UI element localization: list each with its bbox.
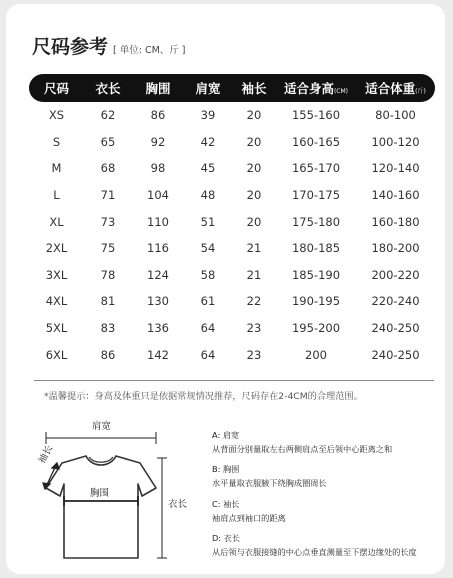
table-cell: 21 (246, 267, 262, 282)
shirt-outline (46, 456, 156, 558)
table-row (29, 102, 435, 129)
table-cell: 185-190 (291, 267, 341, 282)
table-cell: 65 (100, 134, 116, 149)
measurement-item (212, 462, 327, 490)
table-cell: 175-180 (291, 214, 341, 229)
table-cell: 3XL (45, 267, 68, 282)
table-cell: 20 (246, 108, 262, 123)
table-cell: 58 (200, 267, 216, 282)
table-cell: 6XL (45, 347, 68, 362)
table-cell: M (51, 161, 62, 176)
measurement-desc: 从后领与衣服接缝的中心点垂直测量至下摆边缘处的长度 (212, 547, 417, 557)
table-cell: 190-195 (291, 294, 341, 309)
table-cell: 23 (246, 347, 262, 362)
table-cell: L (53, 188, 60, 203)
table-cell: 120-140 (371, 161, 420, 176)
table-cell: 136 (147, 321, 169, 336)
measurement-item (212, 497, 286, 525)
header-weight (356, 74, 435, 102)
table-row (29, 315, 435, 342)
header-length: 衣长 (84, 74, 132, 102)
table-cell: 20 (246, 161, 262, 176)
table-cell: 170-175 (291, 188, 341, 203)
table-row (29, 129, 435, 156)
table-cell: 200 (305, 347, 327, 362)
table-cell: 142 (147, 347, 169, 362)
size-table (29, 74, 435, 368)
table-cell: 75 (100, 241, 116, 256)
table-cell: 165-170 (291, 161, 341, 176)
table-cell: 220-240 (371, 294, 420, 309)
divider (34, 380, 434, 381)
size-note: *温馨提示：身高及体重只是依据常规情况推荐，尺码存在2-4CM的合理范围。 (44, 391, 363, 402)
table-cell: XL (49, 214, 64, 229)
table-cell: 61 (200, 294, 216, 309)
table-cell: 104 (147, 188, 169, 203)
table-cell: 160-180 (371, 214, 420, 229)
header-sleeve: 袖长 (232, 74, 276, 102)
shoulder-measure-line (46, 432, 156, 444)
header-height-unit: (CM) (333, 88, 349, 95)
measurement-title: B: 胸围 (212, 464, 240, 474)
table-cell: 73 (100, 214, 116, 229)
table-cell: 62 (100, 108, 116, 123)
table-cell: 42 (200, 134, 216, 149)
length-label: 衣长 (168, 499, 188, 510)
table-row (29, 262, 435, 289)
table-cell: 22 (246, 294, 262, 309)
table-cell: S (52, 134, 61, 149)
table-cell: 71 (100, 188, 116, 203)
table-cell: 48 (200, 188, 216, 203)
table-cell: 45 (200, 161, 216, 176)
measurement-title: D: 衣长 (212, 533, 241, 543)
table-cell: 195-200 (291, 321, 341, 336)
table-row (29, 288, 435, 315)
table-cell: 4XL (45, 294, 68, 309)
table-cell: 20 (246, 214, 262, 229)
table-cell: 20 (246, 134, 262, 149)
length-measure-line (157, 458, 167, 558)
table-cell: 80-100 (375, 108, 416, 123)
shoulder-label: 肩宽 (92, 421, 112, 432)
size-chart-card (6, 4, 445, 574)
table-cell: 98 (150, 161, 166, 176)
header-shoulder: 肩宽 (184, 74, 232, 102)
table-cell: 78 (100, 267, 116, 282)
table-cell: 200-220 (371, 267, 420, 282)
table-cell: 92 (150, 134, 166, 149)
shirt-diagram (36, 418, 186, 568)
table-header-row (29, 74, 435, 102)
chest-label: 胸围 (90, 488, 110, 499)
shirt-collar (89, 457, 113, 462)
table-cell: 86 (150, 108, 166, 123)
measurement-title: C: 袖长 (212, 499, 240, 509)
unit-label: [ 单位: CM、斤 ] (113, 45, 186, 56)
table-cell: 21 (246, 241, 262, 256)
table-row (29, 341, 435, 368)
sleeve-label: 袖长 (36, 443, 56, 466)
table-row (29, 182, 435, 209)
table-cell: 20 (246, 188, 262, 203)
table-cell: 51 (200, 214, 216, 229)
table-cell: 100-120 (371, 134, 420, 149)
table-body (29, 102, 435, 368)
header-height-label: 适合身高 (283, 81, 334, 96)
table-cell: 240-250 (371, 321, 420, 336)
table-cell: 140-160 (371, 188, 420, 203)
measurement-item (212, 428, 392, 456)
table-cell: 130 (147, 294, 169, 309)
table-row (29, 208, 435, 235)
table-cell: 160-165 (291, 134, 341, 149)
table-cell: XS (48, 108, 65, 123)
measurement-desc: 袖肩点到袖口的距离 (212, 513, 286, 523)
table-cell: 180-185 (291, 241, 341, 256)
table-cell: 64 (200, 321, 216, 336)
table-cell: 39 (200, 108, 216, 123)
table-cell: 180-200 (371, 241, 420, 256)
header-size: 尺码 (29, 74, 84, 102)
table-cell: 116 (147, 241, 169, 256)
table-row (29, 235, 435, 262)
measurement-desc: 从背面分别量取左右两侧肩点至后领中心距离之和 (212, 444, 393, 454)
table-cell: 5XL (45, 321, 68, 336)
table-cell: 83 (100, 321, 116, 336)
table-cell: 68 (100, 161, 116, 176)
header-weight-unit: (斤) (415, 88, 426, 95)
table-cell: 110 (147, 214, 169, 229)
header-height (276, 74, 356, 102)
table-cell: 155-160 (291, 108, 341, 123)
table-cell: 124 (147, 267, 169, 282)
table-cell: 240-250 (371, 347, 420, 362)
table-cell: 81 (100, 294, 116, 309)
measurement-title: A: 肩宽 (212, 430, 240, 440)
page-title: 尺码参考 (32, 36, 109, 58)
measurement-item (212, 531, 417, 559)
table-cell: 86 (100, 347, 116, 362)
header-weight-label: 适合体重 (365, 81, 416, 96)
measurement-desc: 水平量取衣服腋下绕胸成圈周长 (212, 478, 327, 488)
table-cell: 23 (246, 321, 262, 336)
title-row (32, 32, 186, 59)
table-cell: 2XL (45, 241, 68, 256)
table-row (29, 155, 435, 182)
table-cell: 64 (200, 347, 216, 362)
header-chest: 胸围 (132, 74, 184, 102)
table-cell: 54 (200, 241, 216, 256)
